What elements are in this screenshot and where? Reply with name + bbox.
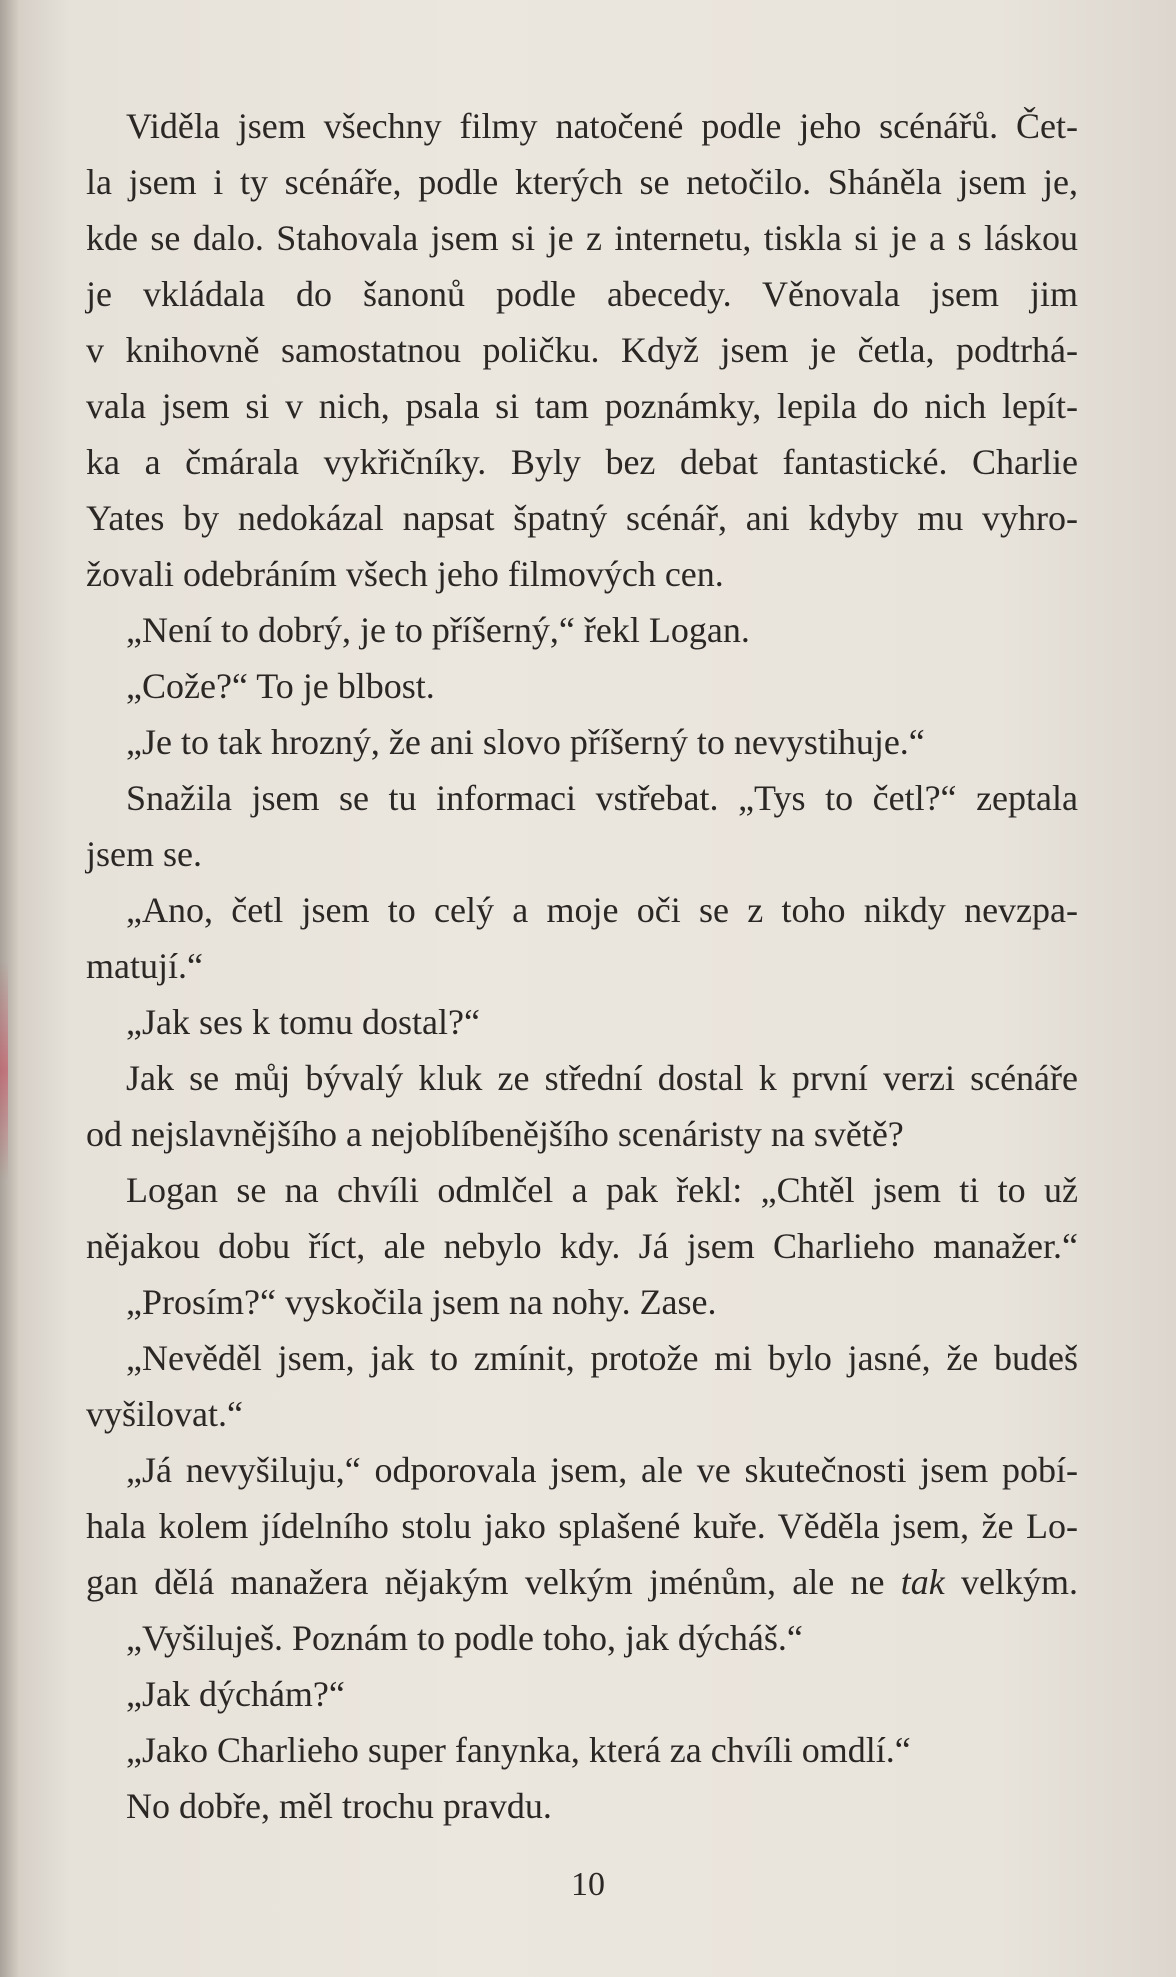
text-line: „Nevěděl jsem, jak to zmínit, protože mi bylo jasné, že budeš: [126, 1338, 1078, 1378]
text-line: matují.“: [86, 946, 203, 986]
emphasized-word: tak: [900, 1562, 945, 1602]
text-line: „Jak dýchám?“: [126, 1674, 345, 1714]
text-line: ka a čmárala vykřičníky. Byly bez debat fantastické. Charlie: [86, 442, 1078, 482]
text-line: vyšilovat.“: [86, 1394, 243, 1434]
text-line: hala kolem jídelního stolu jako splašené kuře. Věděla jsem, že Lo-: [86, 1506, 1078, 1546]
text-line: jsem se.: [86, 834, 202, 874]
page-body-text: [86, 98, 1078, 1834]
text-line: Jak se můj bývalý kluk ze střední dostal k první verzi scénáře: [126, 1058, 1078, 1098]
text-line: „Vyšiluješ. Poznám to podle toho, jak dýcháš.“: [126, 1618, 803, 1658]
text-line: od nejslavnějšího a nejoblíbenějšího scenáristy na světě?: [86, 1114, 904, 1154]
text-line: No dobře, měl trochu pravdu.: [126, 1786, 552, 1826]
text-line: „Není to dobrý, je to příšerný,“ řekl Logan.: [126, 610, 750, 650]
text-line: Logan se na chvíli odmlčel a pak řekl: „Chtěl jsem ti to už: [126, 1170, 1078, 1210]
text-line: „Já nevyšiluju,“ odporovala jsem, ale ve skutečnosti jsem pobí-: [126, 1450, 1078, 1490]
text-line: vala jsem si v nich, psala si tam poznámky, lepila do nich lepít-: [86, 386, 1078, 426]
text-line: „Jak ses k tomu dostal?“: [126, 1002, 480, 1042]
text-line: „Je to tak hrozný, že ani slovo příšerný to nevystihuje.“: [126, 722, 925, 762]
text-line: v knihovně samostatnou poličku. Když jsem je četla, podtrhá-: [86, 330, 1078, 370]
text-line-with-emphasis: [86, 1554, 1078, 1610]
page-edge-mark: [0, 960, 8, 1180]
text-line: kde se dalo. Stahovala jsem si je z internetu, tiskla si je a s láskou: [86, 218, 1078, 258]
text-line: la jsem i ty scénáře, podle kterých se netočilo. Sháněla jsem je,: [86, 162, 1078, 202]
line-text-start: gan dělá manažera nějakým velkým jménům, ale ne: [86, 1562, 901, 1602]
text-line: „Prosím?“ vyskočila jsem na nohy. Zase.: [126, 1282, 717, 1322]
text-line: nějakou dobu říct, ale nebylo kdy. Já jsem Charlieho manažer.“: [86, 1226, 1078, 1266]
line-text-end: velkým.: [944, 1562, 1079, 1602]
text-line: „Ano, četl jsem to celý a moje oči se z toho nikdy nevzpa-: [126, 890, 1078, 930]
text-line: Snažila jsem se tu informaci vstřebat. „Tys to četl?“ zeptala: [126, 778, 1078, 818]
text-line: Viděla jsem všechny filmy natočené podle jeho scénářů. Čet-: [126, 106, 1078, 146]
text-line: „Jako Charlieho super fanynka, která za chvíli omdlí.“: [126, 1730, 911, 1770]
text-line: „Cože?“ To je blbost.: [126, 666, 435, 706]
page-number: 10: [571, 1866, 605, 1903]
text-line: žovali odebráním všech jeho filmových cen.: [86, 554, 724, 594]
text-line: je vkládala do šanonů podle abecedy. Věnovala jsem jim: [86, 274, 1078, 314]
text-line: Yates by nedokázal napsat špatný scénář, ani kdyby mu vyhro-: [86, 498, 1078, 538]
